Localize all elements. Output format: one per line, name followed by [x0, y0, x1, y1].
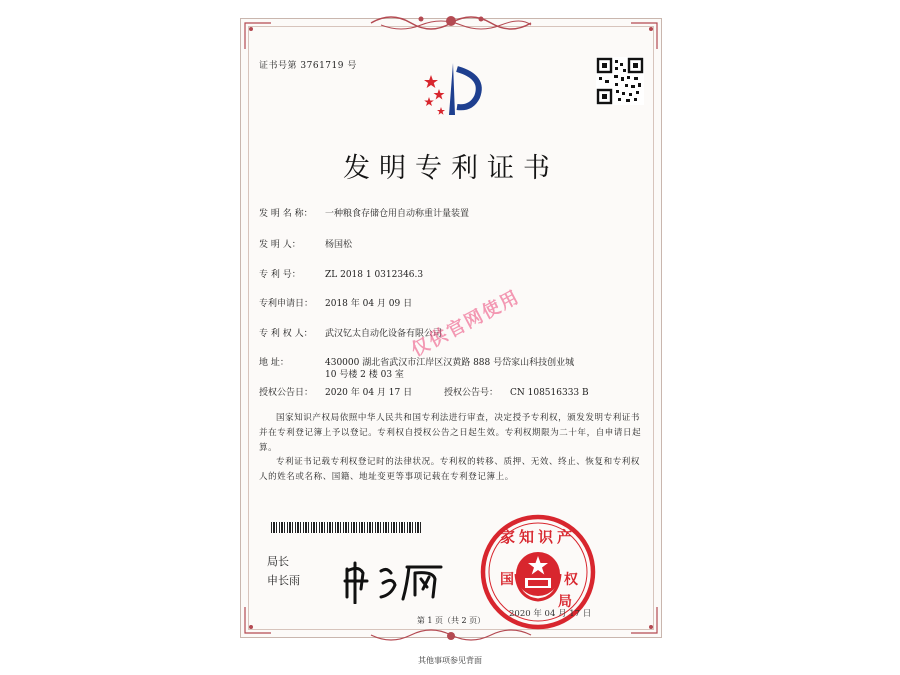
grant-number-label: 授权公告号：	[444, 388, 499, 398]
grant-date-value: 2020 年 04 月 17 日	[325, 388, 413, 398]
filing-date-label: 专利申请日：	[259, 299, 314, 309]
invention-name-value: 一种粮食存储仓用自动称重计量装置	[325, 209, 470, 219]
filing-date-row	[259, 298, 412, 310]
svg-text:国: 国	[500, 572, 514, 588]
inventor-row	[259, 239, 352, 251]
grant-date-label: 授权公告日：	[259, 388, 314, 398]
invention-name-label: 发 明 名 称：	[259, 209, 313, 219]
corner-ornament-icon	[243, 21, 273, 51]
address-row	[259, 357, 585, 381]
legal-paragraph-1: 国家知识产权局依照中华人民共和国专利法进行审查，决定授予专利权，颁发发明专利证书并在专利登记簿上予以登记。专利权自授权公告之日起生效。专利权期限为二十年，自申请日起算。	[259, 413, 642, 453]
director-title: 局长	[267, 555, 289, 568]
patentee-label: 专 利 权 人：	[259, 329, 313, 339]
handwritten-signature-icon	[341, 559, 451, 604]
filing-date-value: 2018 年 04 月 09 日	[325, 299, 413, 309]
watermark-text: 仅供官网使用	[407, 286, 524, 362]
patentee-value: 武汉钇太自动化设备有限公司	[325, 329, 443, 339]
invention-name-row	[259, 208, 469, 220]
inventor-label: 发 明 人：	[259, 240, 301, 250]
corner-ornament-icon	[629, 21, 659, 51]
svg-text:权: 权	[564, 572, 578, 588]
director-name: 申长雨	[267, 574, 300, 587]
svg-text:局: 局	[558, 594, 572, 610]
back-note: 其他事项参见背面	[418, 656, 482, 665]
page-info: 第 1 页（共 2 页）	[416, 616, 486, 625]
grant-number-row	[444, 387, 589, 399]
certificate-title: 发明专利证书	[343, 153, 559, 184]
svg-text:家知识产: 家知识产	[499, 528, 577, 546]
grant-number-value: CN 108516333 B	[510, 388, 589, 398]
top-ornament-icon	[361, 11, 541, 35]
patent-number-row	[259, 269, 423, 281]
certificate-number-suffix: 号	[347, 61, 357, 71]
qr-code-icon	[596, 57, 644, 105]
legal-paragraph-2: 专利证书记载专利权登记时的法律状况。专利权的转移、质押、无效、终止、恢复和专利权人的姓名或名称、国籍、地址变更等事项记载在专利登记簿上。	[259, 457, 641, 482]
seal-date: 2020 年 04 月 17 日	[509, 609, 592, 619]
address-label: 地 址：	[259, 358, 289, 368]
certificate-number-value: 3761719	[300, 61, 344, 71]
certificate-number-label: 证书号第	[259, 61, 298, 71]
patent-office-logo-icon	[419, 59, 489, 127]
patent-certificate	[240, 18, 662, 638]
certificate-number	[259, 60, 357, 72]
grant-date-row	[259, 387, 412, 399]
patent-number-value: ZL 2018 1 0312346.3	[325, 270, 424, 280]
patent-number-label: 专 利 号：	[259, 270, 301, 280]
inventor-value: 杨国松	[325, 240, 353, 250]
barcode-icon	[271, 522, 421, 533]
address-value: 430000 湖北省武汉市江岸区汉黄路 888 号岱家山科技创业城 10 号楼 2 楼 03 室	[325, 358, 575, 380]
